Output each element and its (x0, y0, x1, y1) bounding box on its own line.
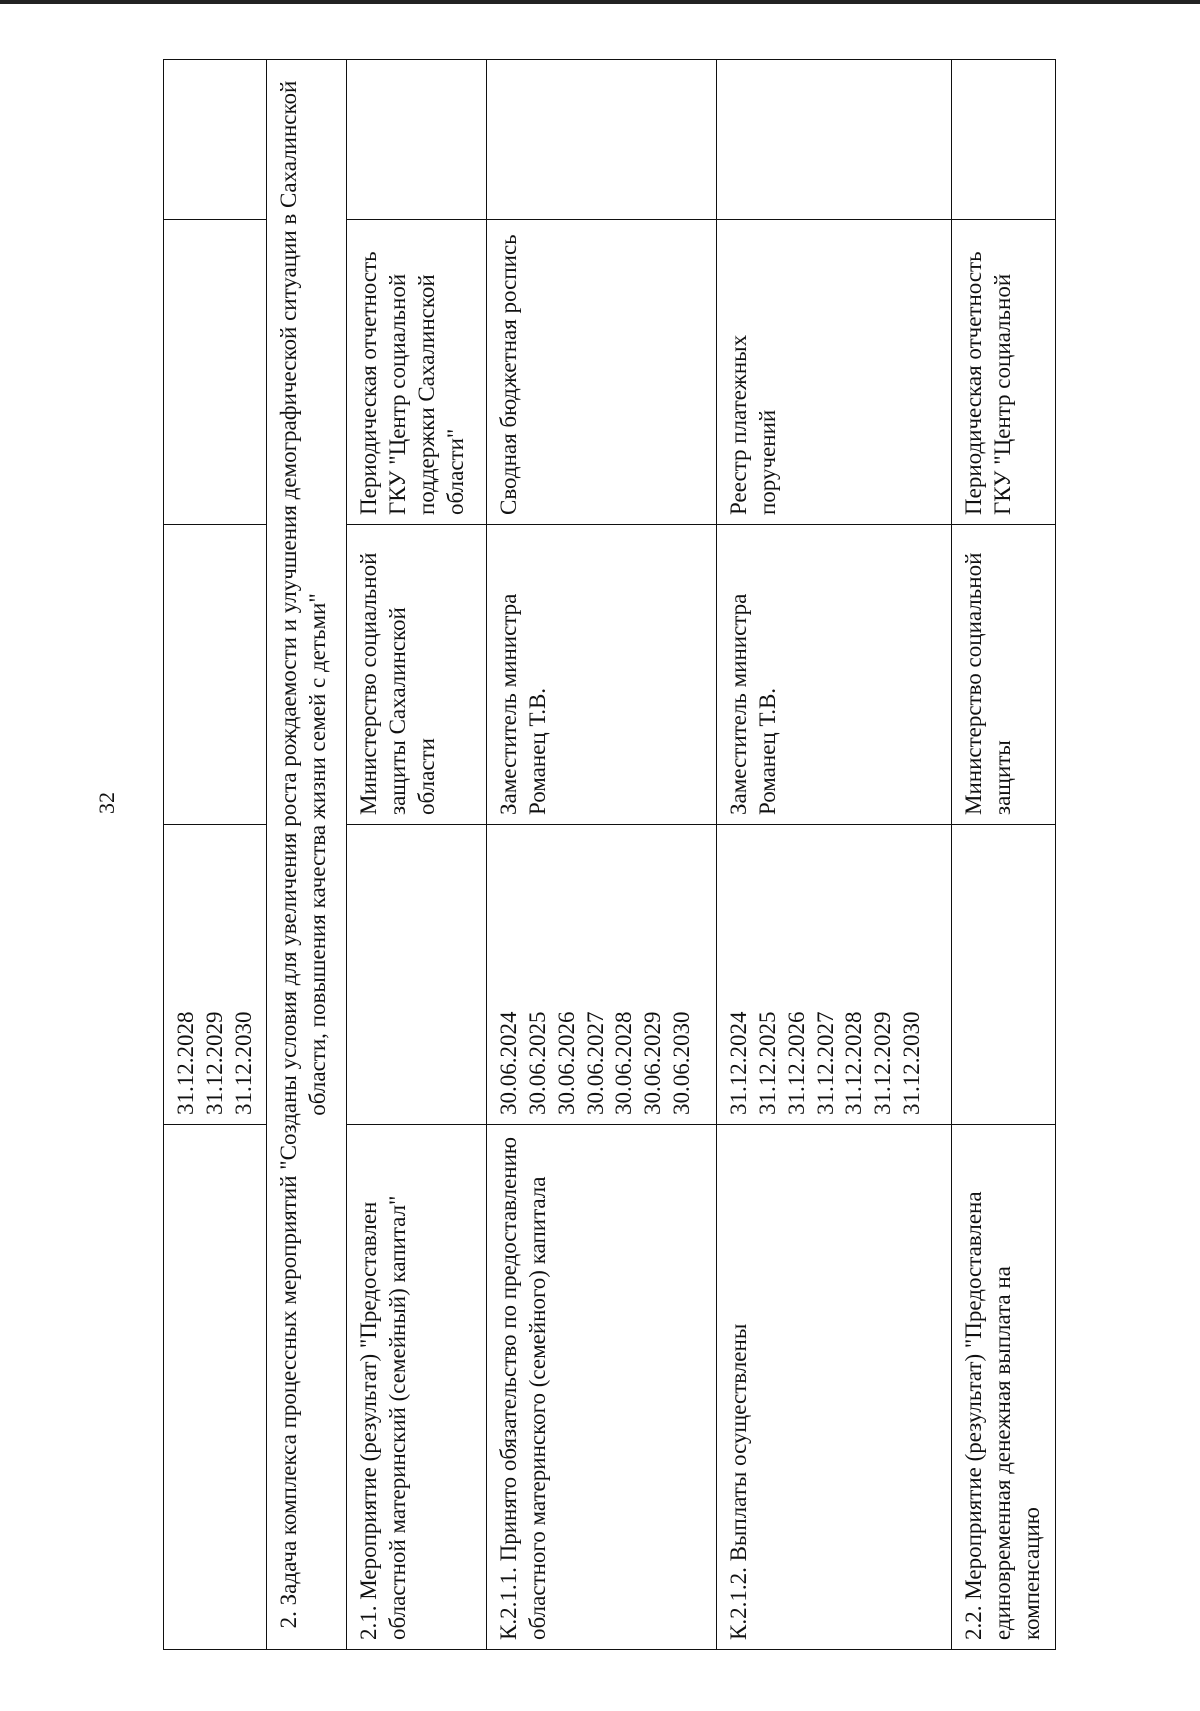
empty-cell (164, 60, 267, 220)
table-row (952, 60, 1055, 1650)
task-row (267, 60, 347, 1650)
dates-cell (164, 825, 267, 1125)
empty-cell (717, 60, 952, 220)
document-cell (164, 220, 267, 525)
date-value: 30.06.2029 (640, 1011, 665, 1115)
table-row (717, 60, 952, 1650)
page-number: 32 (94, 792, 119, 814)
responsible-cell: Министерство социальной защиты (952, 525, 1055, 825)
event-name-cell: 2.2. Мероприятие (результат) "Предоставлена единовременная денежная выплата на компенсацию (952, 1125, 1055, 1650)
empty-cell (487, 60, 717, 220)
date-value: 31.12.2029 (201, 1011, 227, 1115)
date-value: 30.06.2028 (611, 1011, 637, 1115)
date-value: 31.12.2027 (812, 1011, 838, 1115)
date-value: 31.12.2026 (783, 1011, 809, 1115)
document-cell: Периодическая отчетность ГКУ "Центр социальной (952, 220, 1055, 525)
date-value: 30.06.2025 (525, 1011, 550, 1115)
date-value: 30.06.2026 (553, 1011, 579, 1115)
top-border-line (0, 0, 1200, 4)
document-cell: Периодическая отчетность ГКУ "Центр социальной поддержки Сахалинской области" (347, 220, 487, 525)
date-value: 31.12.2030 (898, 1011, 924, 1115)
dates-cell (347, 825, 487, 1125)
dates-cell (487, 825, 717, 1125)
table-row (487, 60, 717, 1650)
empty-cell (952, 60, 1055, 220)
date-value: 31.12.2029 (870, 1011, 895, 1115)
date-value: 31.12.2024 (726, 1011, 752, 1115)
responsible-cell: Министерство социальной защиты Сахалинской области (347, 525, 487, 825)
responsible-cell: Заместитель министра Романец Т.В. (487, 525, 717, 825)
dates-cell (952, 825, 1055, 1125)
date-value: 30.06.2027 (582, 1011, 608, 1115)
document-cell: Сводная бюджетная роспись (487, 220, 717, 525)
event-name-cell: 2.1. Мероприятие (результат) "Предоставлен областной материнский (семейный) капитал" (347, 1125, 487, 1650)
event-name-cell: К.2.1.1. Принято обязательство по предоставлению областного материнского (семейного) капитала (487, 1125, 717, 1650)
dates-cell (717, 825, 952, 1125)
empty-cell (347, 60, 487, 220)
date-value: 31.12.2025 (755, 1011, 780, 1115)
date-value: 30.06.2030 (668, 1011, 694, 1115)
table-row (164, 60, 267, 1650)
responsible-cell: Заместитель министра Романец Т.В. (717, 525, 952, 825)
date-value: 31.12.2028 (173, 1011, 198, 1115)
event-name-cell (164, 1125, 267, 1650)
rotated-table-wrapper (163, 60, 1048, 1650)
event-name-cell: К.2.1.2. Выплаты осуществлены (717, 1125, 952, 1650)
date-value: 31.12.2028 (841, 1011, 867, 1115)
responsible-cell (164, 525, 267, 825)
table-row (347, 60, 487, 1650)
plan-table (163, 59, 1056, 1650)
date-value: 30.06.2024 (496, 1011, 522, 1115)
task-heading: 2. Задача комплекса процессных мероприятий "Созданы условия для увеличения роста рождаемости и улучшения демографической ситуации в Сахалинской области, повышения качества жизни семей с детьми" (267, 60, 347, 1650)
date-value: 31.12.2030 (230, 1011, 256, 1115)
document-cell: Реестр платежных поручений (717, 220, 952, 525)
